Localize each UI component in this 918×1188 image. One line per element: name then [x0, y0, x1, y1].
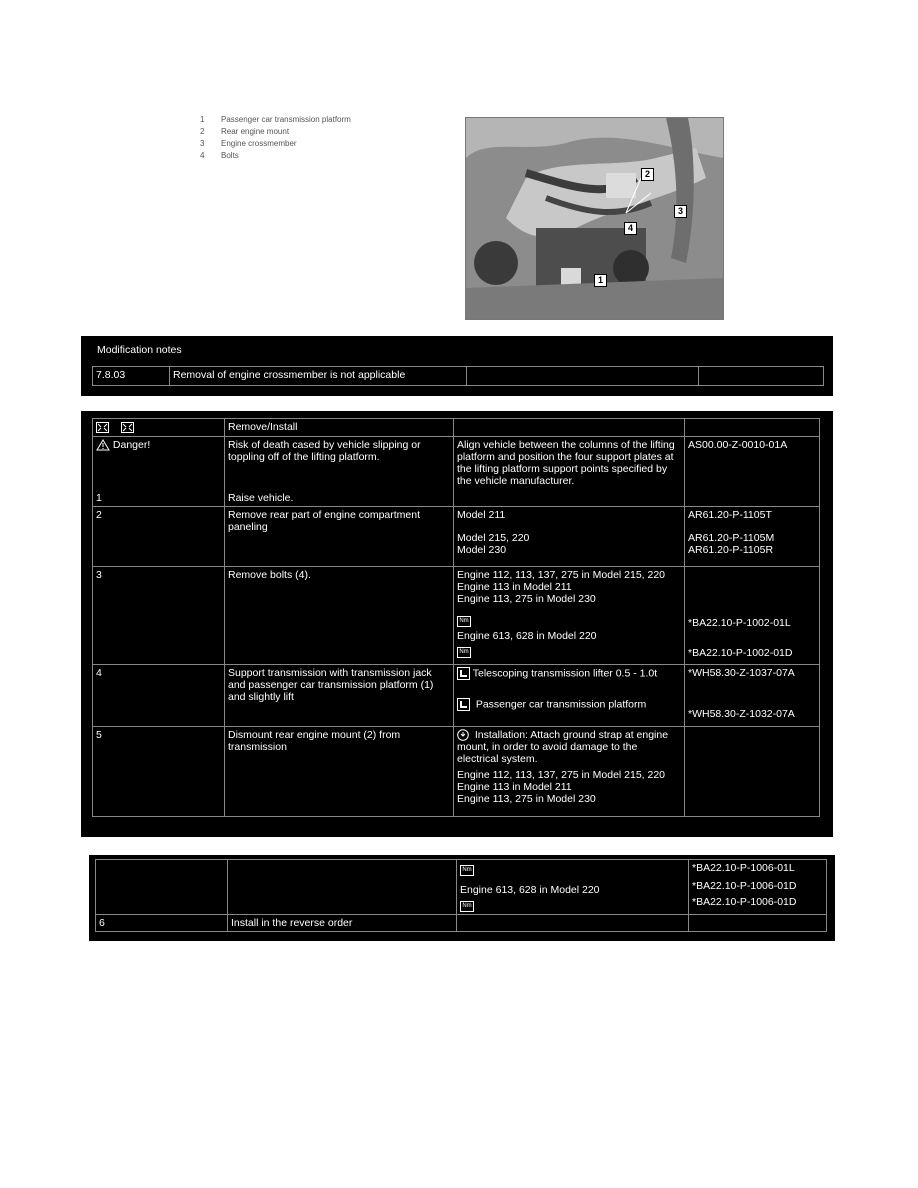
legend-number: 3 — [200, 139, 205, 148]
step-action: Raise vehicle. — [228, 492, 294, 504]
refs-cell — [685, 507, 820, 567]
step-action: Remove rear part of engine compartment paneling — [225, 507, 454, 567]
tool-line — [457, 698, 681, 711]
note-line: Engine 113, 275 in Model 230 — [457, 593, 596, 605]
refs-cell — [685, 727, 820, 817]
note-line: Engine 112, 113, 137, 275 in Model 215, 220 — [457, 569, 666, 581]
ref-line: *WH58.30-Z-1037-07A — [688, 667, 795, 679]
danger-text: Risk of death cased by vehicle slipping or toppling off of the lifting platform. — [228, 439, 421, 463]
continuation-table — [95, 859, 827, 932]
procedure-panel — [81, 411, 833, 837]
note-line: Engine 113 in Model 211 — [457, 581, 572, 593]
legend-label: Engine crossmember — [221, 139, 297, 148]
danger-cell — [93, 437, 225, 507]
step-number: 6 — [96, 915, 228, 932]
step-number: 2 — [93, 507, 225, 567]
note-line: Passenger car transmission platform — [475, 698, 647, 711]
note-line: Model 215, 220 — [457, 532, 530, 544]
danger-note: Align vehicle between the columns of the lifting platform and position the four support plates at the lifting platform support points specified by the vehicle manufacturer. — [454, 437, 685, 507]
torque-icon-line — [457, 644, 681, 658]
step-number: 1 — [96, 492, 102, 504]
torque-icon-line — [457, 613, 681, 627]
tool-icon — [457, 698, 470, 711]
ref-line: *WH58.30-Z-1032-07A — [688, 708, 795, 720]
legend-number: 2 — [200, 127, 205, 136]
mod-date: 7.8.03 — [93, 367, 170, 386]
ref-line: *BA22.10-P-1006-01D — [692, 880, 797, 892]
torque-icon-line — [460, 898, 685, 912]
table-row — [93, 437, 820, 507]
legend-item — [200, 150, 351, 162]
mod-empty-cell — [699, 367, 824, 386]
table-header-row — [93, 419, 820, 437]
modification-notes-panel — [81, 336, 833, 396]
ref-line: *BA22.10-P-1002-01D — [688, 647, 793, 659]
step-action: Remove bolts (4). — [225, 567, 454, 665]
ref-line: *BA22.10-P-1002-01L — [688, 617, 791, 629]
install-icon — [121, 422, 134, 433]
table-row — [93, 727, 820, 817]
modification-notes-header: Modification notes — [97, 344, 182, 356]
step-action: Dismount rear engine mount (2) from transmission — [225, 727, 454, 817]
refs-cell — [689, 860, 827, 915]
torque-icon: Nm — [460, 901, 474, 912]
note-line: Model 211 — [457, 509, 506, 521]
empty-cell — [457, 915, 689, 932]
install-note — [457, 729, 681, 765]
callout-2: 2 — [641, 168, 654, 181]
underbody-illustration — [466, 118, 723, 319]
step-number: 4 — [93, 665, 225, 727]
step-number: 3 — [93, 567, 225, 665]
legend-label: Bolts — [221, 151, 239, 160]
notes-cell — [454, 507, 685, 567]
callout-3: 3 — [674, 205, 687, 218]
note-line: Engine 112, 113, 137, 275 in Model 215, 220 — [457, 769, 666, 782]
empty-cell — [689, 915, 827, 932]
notes-cell — [454, 727, 685, 817]
mod-note: Removal of engine crossmember is not applicable — [170, 367, 467, 386]
notes-cell — [454, 567, 685, 665]
legend-number: 1 — [200, 115, 205, 124]
header-empty-cell — [685, 419, 820, 437]
ref-line: *BA22.10-P-1006-01D — [692, 896, 797, 908]
legend-number: 4 — [200, 151, 205, 160]
remove-icon — [96, 422, 109, 433]
table-row — [93, 567, 820, 665]
refs-cell — [685, 567, 820, 665]
ref-line: AR61.20-P-1105M — [688, 532, 775, 544]
table-row — [96, 915, 827, 932]
note-line: Telescoping transmission lifter 0.5 - 1.0t — [472, 667, 658, 680]
ref-line: *BA22.10-P-1006-01L — [692, 862, 795, 874]
danger-ref: AS00.00-Z-0010-01A — [685, 437, 820, 507]
torque-icon: Nm — [457, 647, 471, 658]
continuation-panel — [89, 855, 835, 941]
empty-cell — [228, 860, 457, 915]
figure-legend — [200, 114, 351, 162]
danger-action-cell — [225, 437, 454, 507]
step-action: Install in the reverse order — [228, 915, 457, 932]
callout-4: 4 — [624, 222, 637, 235]
ref-line: AR61.20-P-1105R — [688, 544, 774, 556]
header-empty-cell — [454, 419, 685, 437]
note-line: Model 230 — [457, 544, 507, 556]
note-line: Engine 613, 628 in Model 220 — [460, 884, 600, 896]
table-row — [96, 860, 827, 915]
modification-table — [92, 366, 824, 386]
step-number: 5 — [93, 727, 225, 817]
install-note-text: Installation: Attach ground strap at engine mount, in order to avoid damage to the electrical system. — [457, 729, 669, 766]
ref-line: AR61.20-P-1105T — [688, 509, 772, 521]
torque-icon: Nm — [457, 616, 471, 627]
legend-item — [200, 114, 351, 126]
tool-icon — [457, 667, 470, 680]
legend-item — [200, 138, 351, 150]
tool-line — [457, 667, 681, 680]
mod-empty-cell — [467, 367, 699, 386]
note-line: Engine 613, 628 in Model 220 — [457, 630, 597, 642]
legend-label: Rear engine mount — [221, 127, 290, 136]
underbody-photo — [465, 117, 724, 320]
table-row — [93, 665, 820, 727]
legend-label: Passenger car transmission platform — [221, 115, 351, 124]
warning-icon — [96, 439, 110, 451]
remove-install-label: Remove/Install — [225, 419, 454, 437]
table-row — [93, 367, 824, 386]
danger-label: Danger! — [112, 439, 151, 451]
torque-icon: Nm — [460, 865, 474, 876]
torque-icon-line — [460, 862, 685, 876]
step-action: Support transmission with transmission jack and passenger car transmission platform (1) and slightly lift — [225, 665, 454, 727]
remove-install-icons — [93, 419, 225, 437]
table-row — [93, 507, 820, 567]
refs-cell — [685, 665, 820, 727]
notes-cell — [457, 860, 689, 915]
procedure-table — [92, 418, 820, 817]
empty-cell — [96, 860, 228, 915]
notes-cell — [454, 665, 685, 727]
legend-item — [200, 126, 351, 138]
info-icon — [457, 729, 469, 741]
callout-1: 1 — [594, 274, 607, 287]
note-line: Engine 113 in Model 211 — [457, 781, 572, 794]
note-line: Engine 113, 275 in Model 230 — [457, 793, 596, 806]
